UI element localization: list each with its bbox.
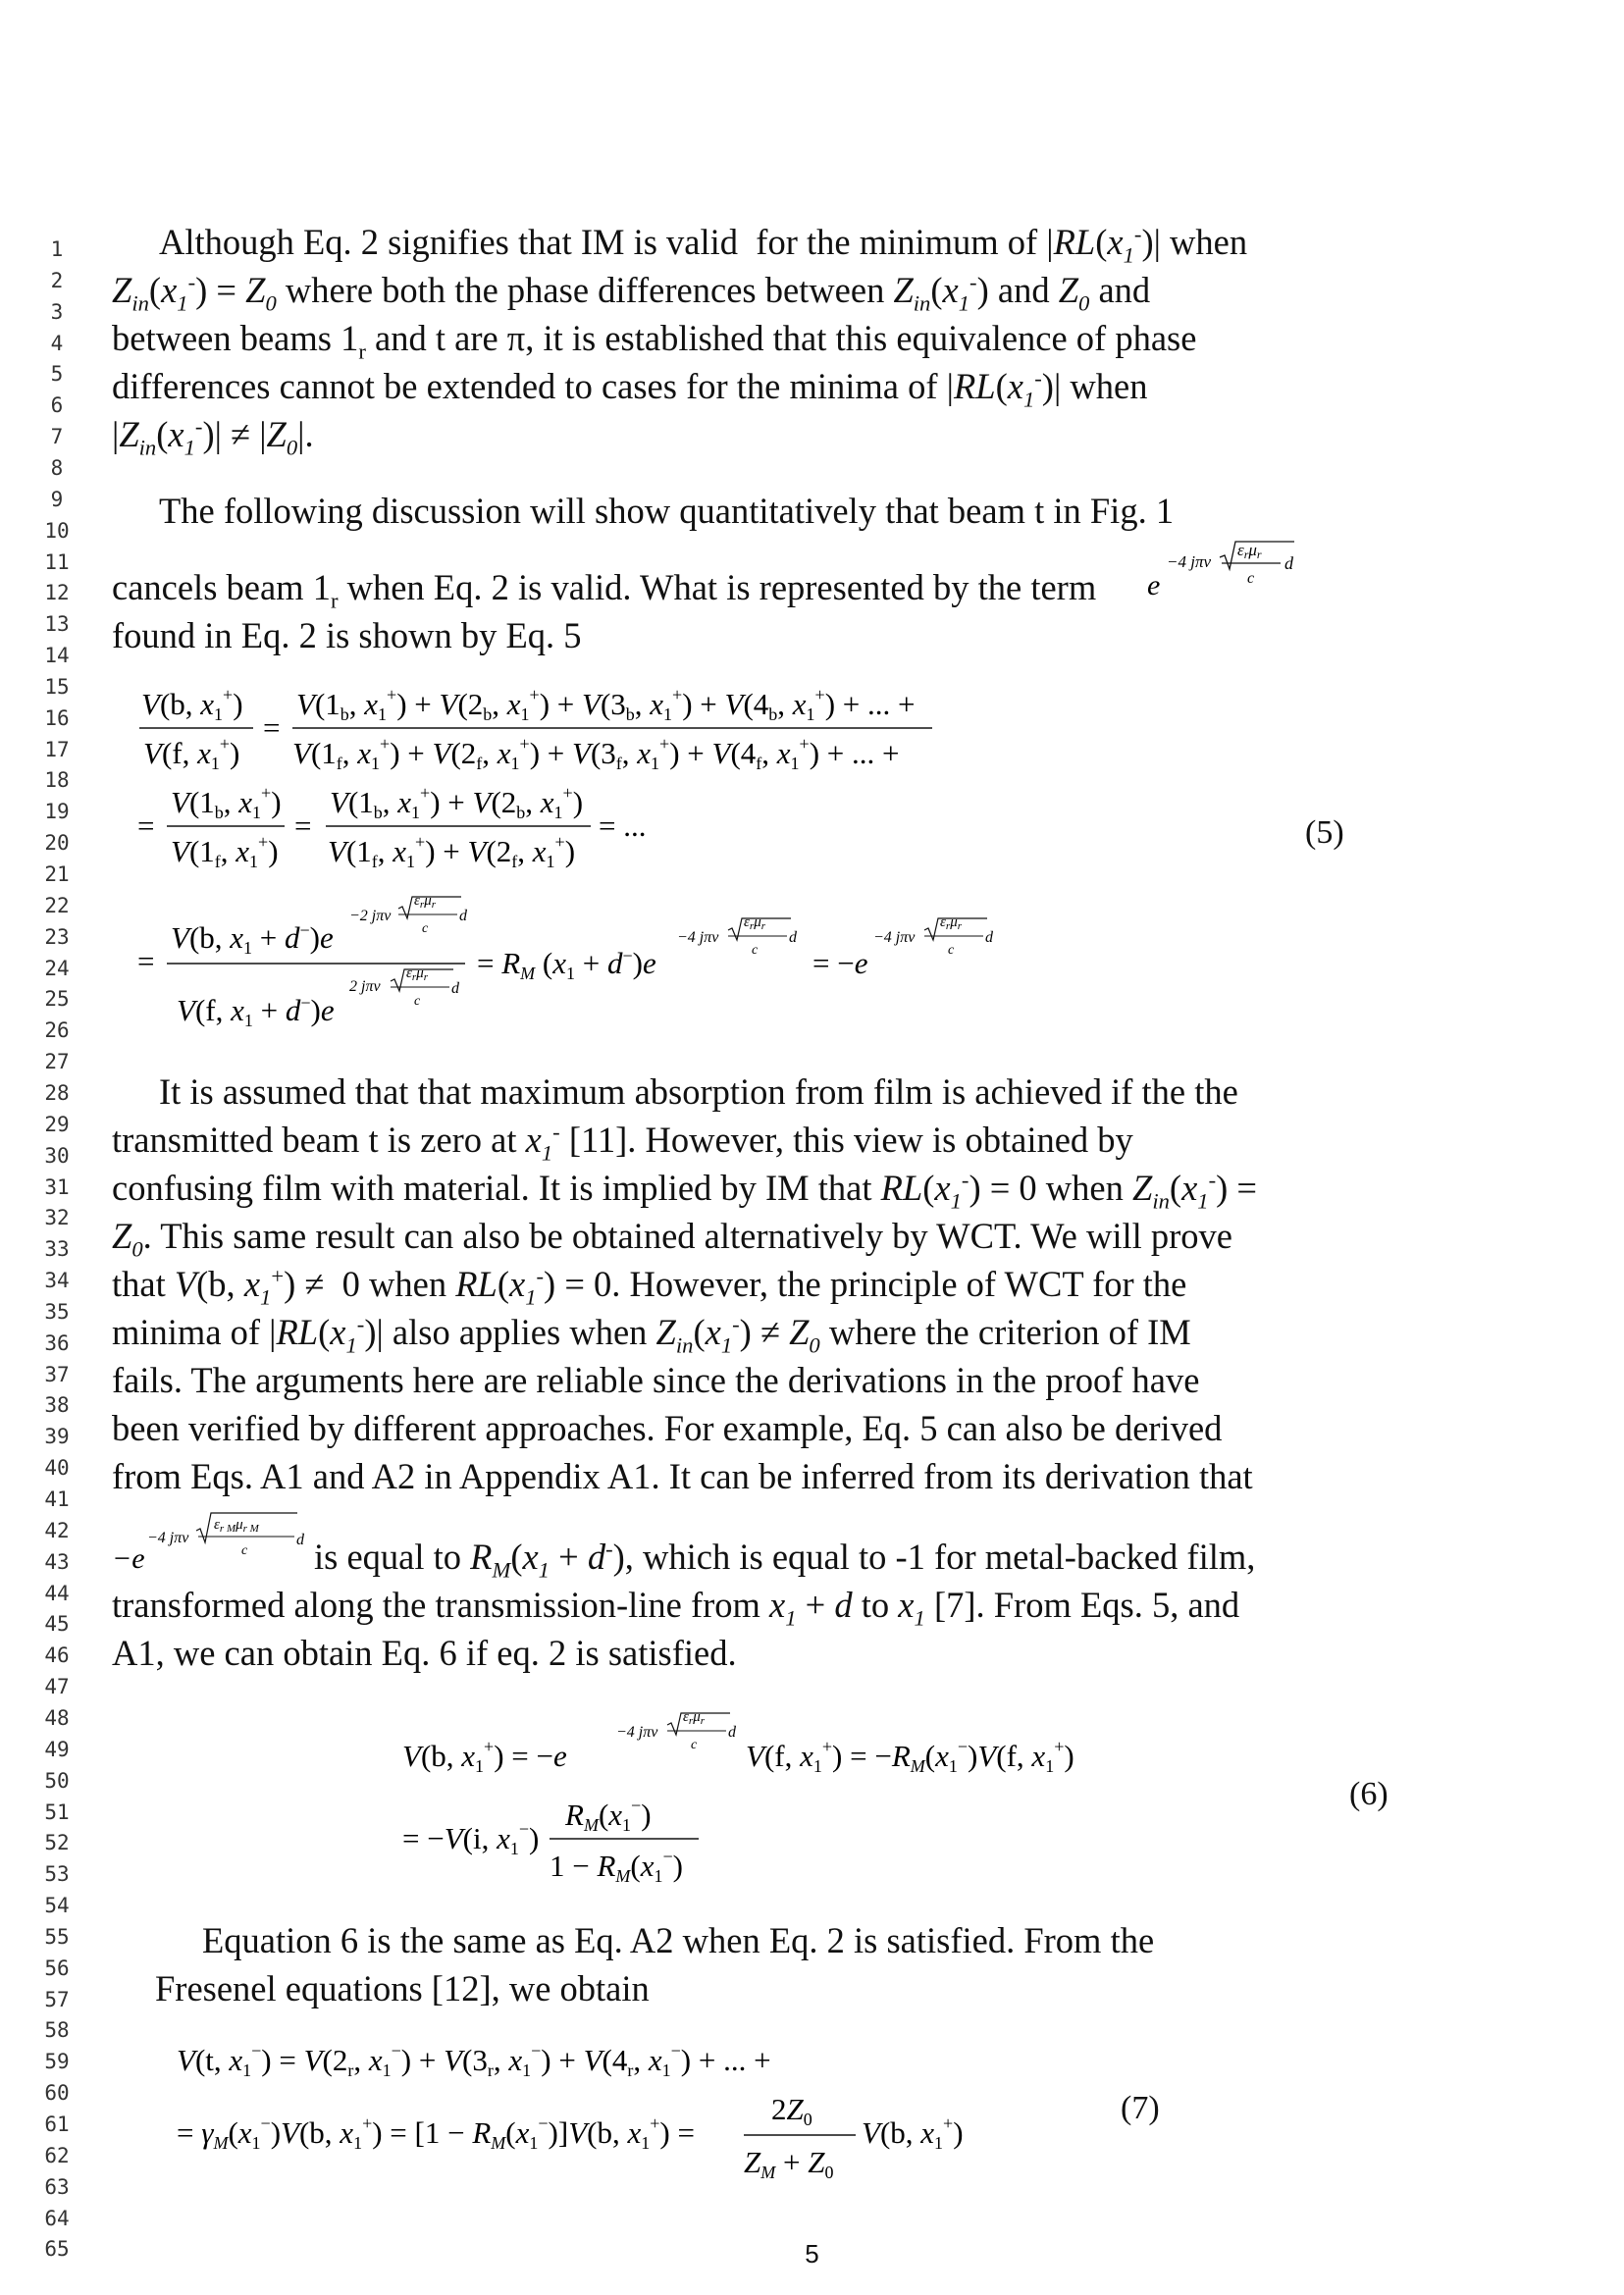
para2-line-2: cancels beam $1_r$ when Eq. 2 is valid. What is represented by the term xyxy=(112,567,1097,613)
para3-line-2: transmitted beam t is zero at $x_1^-$ [11]. However, this view is obtained by xyxy=(112,1119,1133,1166)
svg-text:V(1f, x1+) + V(2f, x1+): V(1f, x1+) + V(2f, x1+) xyxy=(328,832,576,871)
svg-text:−2 jπν: −2 jπν xyxy=(349,908,392,924)
para1-line-2: $Z_{in}(x_1^-) = Z_0$ where both the phase differences between $Z_{in}(x_1^-)$ and $Z_0$ and xyxy=(112,269,1151,316)
svg-text:V(1f, x1+) + V(2f, x1+) + V(3f: V(1f, x1+) + V(2f, x1+) + V(3f, x1+) + V(4f, x1+) + ... + xyxy=(292,734,900,773)
svg-text:= γM(x1−)V(b, x1+) = [1 − RM(x: = γM(x1−)V(b, x1+) = [1 − RM(x1−)]V(b, x1+) = xyxy=(177,2113,695,2153)
para3-line-8: been verified by different approaches. For example, Eq. 5 can also be derived xyxy=(112,1408,1223,1448)
svg-text:V(t, x1−) = V(2r, x1−) + V(3r,: V(t, x1−) = V(2r, x1−) + V(3r, x1−) + V(4r, x1−) + ... + xyxy=(177,2041,771,2080)
svg-text:V(b, x1 + d−)e: V(b, x1 + d−)e xyxy=(171,920,334,958)
svg-text:V(b, x1+) = −e: V(b, x1+) = −e xyxy=(402,1737,567,1776)
line-number: 6 xyxy=(50,393,64,418)
line-number: 30 xyxy=(44,1143,70,1168)
line-number: 29 xyxy=(44,1112,70,1136)
line-number: 14 xyxy=(44,644,70,668)
svg-text:εrμr: $\varepsilon_r\mu_r$ xyxy=(940,914,963,932)
svg-text:V(f, x1+) = −RM(x1−)V(f, x1+): V(f, x1+) = −RM(x1−)V(f, x1+) xyxy=(746,1737,1074,1776)
line-number: 51 xyxy=(44,1799,70,1824)
line-number: 64 xyxy=(44,2206,70,2230)
svg-text:=: = xyxy=(294,808,312,843)
line-number: 2 xyxy=(50,268,64,292)
line-number: 17 xyxy=(44,737,70,761)
svg-text:d: d xyxy=(985,929,993,946)
paragraph-2 xyxy=(112,487,1174,535)
line-number: 35 xyxy=(44,1299,70,1324)
line-number: 7 xyxy=(50,425,64,449)
line-number: 25 xyxy=(44,987,70,1012)
svg-text:−4 jπν: −4 jπν xyxy=(677,929,719,946)
para4-line-2: Fresenel equations [12], we obtain xyxy=(155,1968,650,2008)
svg-text:d: d xyxy=(451,980,459,997)
eq6-label: (6) xyxy=(1349,1776,1388,1812)
line-number: 23 xyxy=(44,924,70,949)
eq7-label: (7) xyxy=(1121,2090,1160,2126)
para2-line-3: found in Eq. 2 is shown by Eq. 5 xyxy=(112,615,582,655)
line-number: 12 xyxy=(44,581,70,605)
svg-text:εrμr: $\varepsilon_r\mu_r$ xyxy=(744,914,766,932)
para3-line-6: minima of $|RL(x_1^-)|$ also applies when $Z_{in}(x_1^-) \ne Z_0$ where the criterion of IM xyxy=(112,1311,1191,1358)
svg-text:V(b, x1+): V(b, x1+) xyxy=(141,685,243,724)
para4-line-1: Equation 6 is the same as Eq. A2 when Eq. 2 is satisfied. From the xyxy=(202,1920,1155,1960)
line-number: 63 xyxy=(44,2174,70,2199)
svg-text:−4 jπν: −4 jπν xyxy=(147,1530,189,1546)
svg-text:2 jπν: 2 jπν xyxy=(349,978,381,995)
svg-text:V(1b, x1+) + V(2b, x1+): V(1b, x1+) + V(2b, x1+) xyxy=(330,783,584,822)
svg-text:V(1b, x1+): V(1b, x1+) xyxy=(171,783,282,822)
line-number: 47 xyxy=(44,1675,70,1699)
svg-text:−4 jπν: −4 jπν xyxy=(873,929,916,946)
line-number: 9 xyxy=(50,487,64,511)
para3-line-1: It is assumed that that maximum absorption from film is achieved if the the xyxy=(159,1071,1238,1112)
para1-line-3: between beams $1_r$ and t are π, it is established that this equivalence of phase xyxy=(112,318,1197,364)
line-number: 8 xyxy=(50,455,64,480)
svg-text:e: e xyxy=(1147,569,1161,601)
line-number: 31 xyxy=(44,1174,70,1199)
svg-text:ZM + Z0: ZM + Z0 xyxy=(744,2145,834,2182)
svg-text:= RM (x1 + d−)e: = RM (x1 + d−)e xyxy=(477,946,656,983)
equation-5 xyxy=(128,677,1109,1030)
line-number: 15 xyxy=(44,674,70,699)
equation-6 xyxy=(393,1697,1099,1894)
line-number: 11 xyxy=(44,549,70,574)
line-number: 49 xyxy=(44,1737,70,1761)
para2-line-1: The following discussion will show quantitatively that beam t in Fig. 1 xyxy=(159,491,1175,531)
para1-line-1: Although Eq. 2 signifies that IM is valid for the minimum of $|RL(x_1^-)|$ when xyxy=(159,221,1248,268)
line-number: 62 xyxy=(44,2143,70,2167)
svg-text:V(b, x1+): V(b, x1+) xyxy=(862,2113,964,2153)
svg-text:εrμr: εrμr xyxy=(1237,541,1262,561)
svg-text:c: c xyxy=(414,994,421,1009)
equation-7 xyxy=(167,2033,991,2190)
paragraph-3-cont xyxy=(112,1533,1255,1677)
line-number: 61 xyxy=(44,2112,70,2136)
para3-line-11: transformed along the transmission-line from $x_1 + d$ to $x_1$ [7]. From Eqs. 5, and xyxy=(112,1585,1240,1631)
para3-line-10: is equal to $R_M(x_1 + d^-)$, which is equal to -1 for metal-backed film, xyxy=(314,1536,1256,1583)
line-number: 19 xyxy=(44,800,70,824)
svg-text:c: c xyxy=(241,1543,248,1558)
para3-line-3: confusing film with material. It is implied by IM that $RL(x_1^-) = 0$ when $Z_{in}(x_1^-)$ = xyxy=(112,1167,1258,1214)
svg-text:=: = xyxy=(137,808,155,843)
line-number: 36 xyxy=(44,1330,70,1355)
svg-text:V(1f, x1+): V(1f, x1+) xyxy=(171,832,279,871)
line-number: 32 xyxy=(44,1206,70,1230)
svg-text:c: c xyxy=(948,943,955,958)
line-number: 33 xyxy=(44,1237,70,1262)
para1-line-5: $|Z_{in}(x_1^-)| \ne |Z_0|$. xyxy=(112,413,314,460)
svg-text:=: = xyxy=(137,944,155,978)
line-number: 54 xyxy=(44,1894,70,1918)
svg-text:1 − RM(x1−): 1 − RM(x1−) xyxy=(550,1847,683,1886)
para3-line-5: that V(b, $x_1^+) \ne 0$ when $RL(x_1^-) = 0$. However, the principle of WCT for the xyxy=(112,1263,1187,1310)
line-number: 40 xyxy=(44,1456,70,1481)
svg-text:2Z0: 2Z0 xyxy=(771,2092,812,2129)
svg-text:RM(x1−): RM(x1−) xyxy=(565,1796,652,1835)
line-number: 50 xyxy=(44,1768,70,1793)
eq5-label: (5) xyxy=(1305,814,1344,851)
svg-text:c: c xyxy=(691,1738,698,1752)
line-number: 39 xyxy=(44,1425,70,1449)
svg-text:c: c xyxy=(752,943,759,958)
line-number: 43 xyxy=(44,1549,70,1574)
line-number: 5 xyxy=(50,362,64,387)
line-number: 38 xyxy=(44,1393,70,1418)
para3-line-7: fails. The arguments here are reliable since the derivations in the proof have xyxy=(112,1360,1200,1400)
line-number: 46 xyxy=(44,1643,70,1668)
paragraph-1 xyxy=(112,218,1247,458)
line-number: 57 xyxy=(44,1987,70,2011)
svg-text:=: = xyxy=(263,710,281,745)
line-number: 27 xyxy=(44,1050,70,1074)
svg-text:c: c xyxy=(422,921,429,936)
line-number: 65 xyxy=(44,2237,70,2262)
line-number: 37 xyxy=(44,1362,70,1386)
svg-text:εrμr: $\varepsilon_r\mu_r$ xyxy=(406,965,429,983)
svg-text:d: d xyxy=(728,1724,736,1741)
line-number: 4 xyxy=(50,331,64,355)
line-number: 13 xyxy=(44,612,70,637)
svg-text:d: d xyxy=(789,929,797,946)
line-number: 1 xyxy=(50,237,64,261)
svg-text:εrμr: $\varepsilon_r\mu_r$ xyxy=(683,1709,706,1727)
para3-line-4: $Z_0$. This same result can also be obtained alternatively by WCT. We will prove xyxy=(112,1216,1232,1262)
paragraph-4 xyxy=(155,1916,1154,2012)
svg-text:= −e: = −e xyxy=(812,946,868,980)
line-number: 52 xyxy=(44,1831,70,1855)
line-number: 53 xyxy=(44,1862,70,1887)
line-number: 48 xyxy=(44,1705,70,1730)
line-number: 3 xyxy=(50,299,64,324)
svg-text:d: d xyxy=(296,1532,304,1548)
line-number: 24 xyxy=(44,956,70,980)
svg-text:d: d xyxy=(459,908,467,924)
page-number: 5 xyxy=(805,2239,819,2269)
line-number: 60 xyxy=(44,2081,70,2106)
paragraph-3 xyxy=(112,1068,1257,1500)
svg-text:−4 jπν: −4 jπν xyxy=(616,1724,658,1741)
line-number: 45 xyxy=(44,1612,70,1637)
line-number: 20 xyxy=(44,831,70,856)
svg-text:= −V(i, x1−): = −V(i, x1−) xyxy=(402,1819,540,1858)
line-number: 18 xyxy=(44,768,70,793)
line-number: 41 xyxy=(44,1487,70,1511)
line-number: 55 xyxy=(44,1924,70,1949)
svg-text:c: c xyxy=(1247,570,1255,587)
line-number: 26 xyxy=(44,1018,70,1043)
line-number: 42 xyxy=(44,1518,70,1542)
line-number: 56 xyxy=(44,1956,70,1980)
line-number: 22 xyxy=(44,893,70,917)
svg-text:εr Mμr M: $\varepsilon_{r M}\mu_{r M}$ xyxy=(214,1517,259,1535)
svg-text:V(f, x1 + d−)e: V(f, x1 + d−)e xyxy=(177,993,335,1030)
svg-text:= ...: = ... xyxy=(599,808,647,843)
svg-text:εrμr: $\varepsilon_r\mu_r$ xyxy=(414,893,437,911)
svg-text:V(1b, x1+) + V(2b, x1+) + V(3b: V(1b, x1+) + V(2b, x1+) + V(3b, x1+) + V(4b, x1+) + ... + xyxy=(296,685,916,724)
line-number: 34 xyxy=(44,1269,70,1293)
line-number: 44 xyxy=(44,1581,70,1605)
line-number: 21 xyxy=(44,862,70,886)
line-number: 59 xyxy=(44,2050,70,2074)
para3-line-12: A1, we can obtain Eq. 6 if eq. 2 is satisfied. xyxy=(112,1633,737,1673)
para1-line-4: differences cannot be extended to cases for the minima of $|RL(x_1^-)|$ when xyxy=(112,365,1148,412)
line-number: 10 xyxy=(44,518,70,543)
paragraph-2-cont xyxy=(112,563,1096,659)
svg-text:−4 jπν: −4 jπν xyxy=(1167,552,1212,571)
svg-text:d: d xyxy=(1284,553,1293,573)
line-number: 16 xyxy=(44,705,70,730)
svg-text:−e: −e xyxy=(112,1542,145,1575)
line-number: 58 xyxy=(44,2018,70,2043)
para3-line-9: from Eqs. A1 and A2 in Appendix A1. It can be inferred from its derivation that xyxy=(112,1456,1253,1496)
svg-text:V(f, x1+): V(f, x1+) xyxy=(143,734,240,773)
line-number: 28 xyxy=(44,1080,70,1105)
inline-exp-term xyxy=(1143,538,1310,606)
